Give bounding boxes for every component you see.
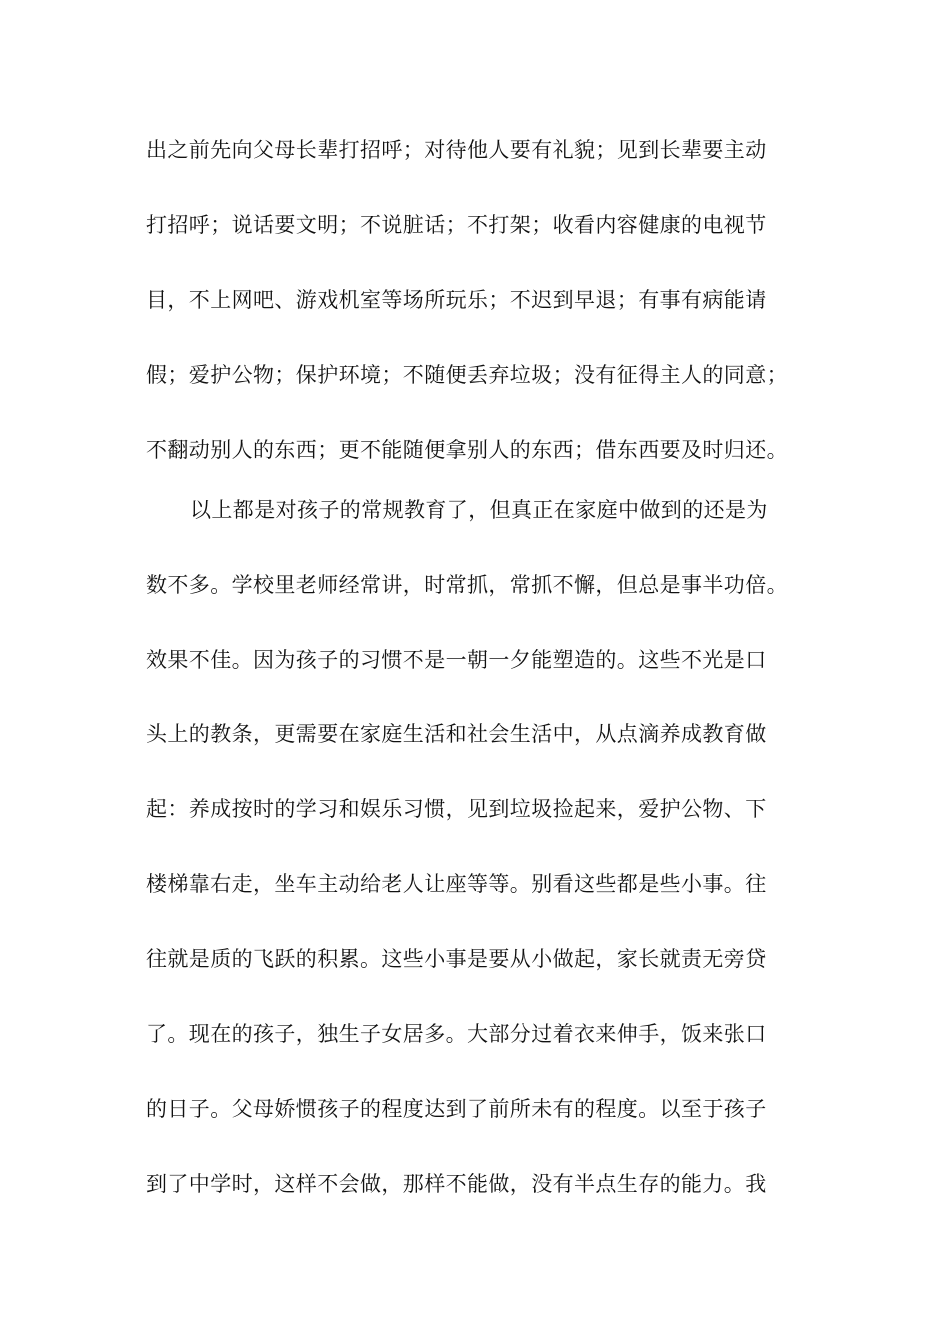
text-line: 出之前先向父母长辈打招呼；对待他人要有礼貌；见到长辈要主动 <box>146 138 767 162</box>
text-line: 头上的教条，更需要在家庭生活和社会生活中，从点滴养成教育做 <box>146 722 767 746</box>
paragraph-first-line: 以上都是对孩子的常规教育了，但真正在家庭中做到的还是为 <box>190 498 768 522</box>
text-line: 效果不佳。因为孩子的习惯不是一朝一夕能塑造的。这些不光是口 <box>146 648 767 672</box>
text-line: 假；爱护公物；保护环境；不随便丢弃垃圾；没有征得主人的同意； <box>146 363 788 387</box>
text-line: 了。现在的孩子，独生子女居多。大部分过着衣来伸手，饭来张口 <box>146 1022 767 1046</box>
text-line: 不翻动别人的东西；更不能随便拿别人的东西；借东西要及时归还。 <box>146 438 788 462</box>
text-line: 往就是质的飞跃的积累。这些小事是要从小做起，家长就责无旁贷 <box>146 947 767 971</box>
text-line: 数不多。学校里老师经常讲，时常抓，常抓不懈，但总是事半功倍。 <box>146 573 788 597</box>
text-line: 目，不上网吧、游戏机室等场所玩乐；不迟到早退；有事有病能请 <box>146 288 767 312</box>
text-line: 楼梯靠右走，坐车主动给老人让座等等。别看这些都是些小事。往 <box>146 872 767 896</box>
text-line: 的日子。父母娇惯孩子的程度达到了前所未有的程度。以至于孩子 <box>146 1097 767 1121</box>
text-line: 打招呼；说话要文明；不说脏话；不打架；收看内容健康的电视节 <box>146 213 767 237</box>
text-line: 起：养成按时的学习和娱乐习惯，见到垃圾捡起来，爱护公物、下 <box>146 797 767 821</box>
text-line: 到了中学时，这样不会做，那样不能做，没有半点生存的能力。我 <box>146 1172 767 1196</box>
